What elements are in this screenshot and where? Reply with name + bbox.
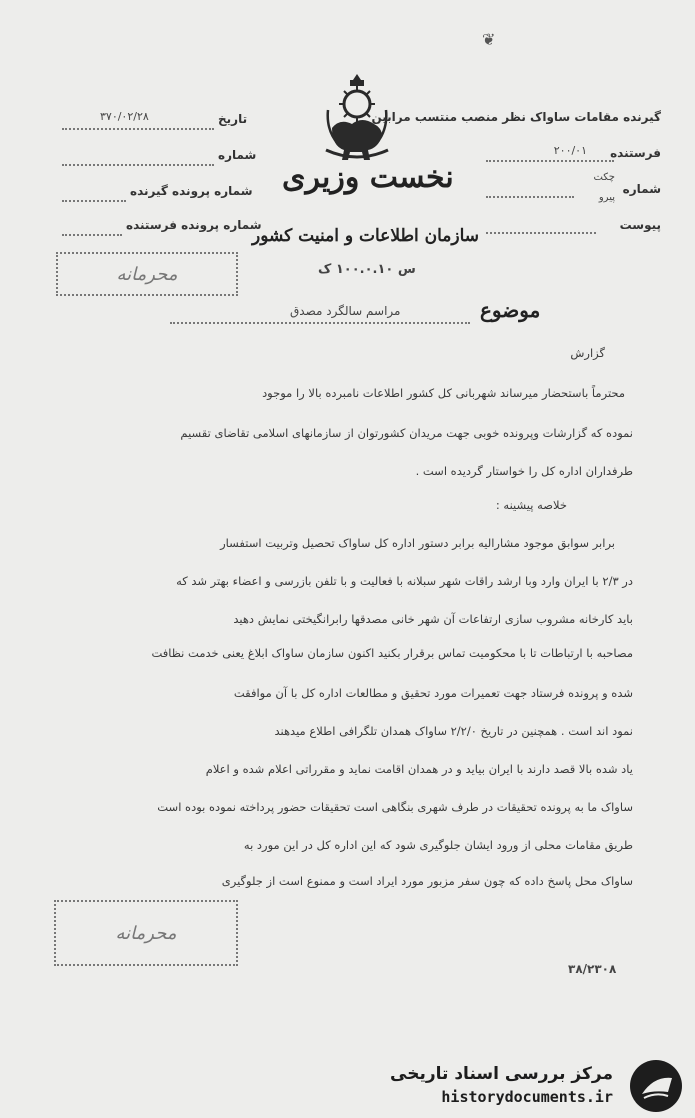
sender-file-label: شماره پرونده فرستنده (126, 218, 262, 232)
title-org: سازمان اطلاعات و امنیت کشور (252, 226, 480, 246)
number-right-label: شماره (622, 182, 661, 196)
top-mark: ❦ (482, 30, 496, 49)
body-line: نمود اند است . همچنین در تاریخ ۲/۲/۰ ساواک همدان تلگرافی اطلاع میدهند (274, 724, 633, 738)
subject-dots (170, 322, 470, 324)
date-label: تاریخ (218, 112, 248, 126)
confidential-stamp-top: محرمانه (56, 252, 238, 296)
number-right-dots (486, 196, 574, 198)
body-line: باید کارخانه مشروب سازی ارتفاعات آن شهر خانی مصدقها رابرانگیختی نمایش دهید (233, 612, 633, 626)
subject-label: موضوع (480, 298, 541, 322)
sender-file-dots (62, 234, 122, 236)
sender-label: فرستنده (610, 146, 661, 160)
body-line: ساواک ما به پرونده تحقیقات در طرف شهری بنگاهی است تحقیقات حضور پرداخته نموده بوده است (157, 800, 633, 814)
book-logo-icon (628, 1058, 684, 1114)
body-line: خلاصه پیشینه : (495, 498, 567, 512)
body-line: نموده که گزارشات وپرونده خوبی جهت مریدان کشورتوان از سازمانهای اسلامی تقاضای تقسیم (180, 426, 633, 440)
body-line: مصاحبه با ارتباطات تا با محکومیت تماس برقرار بکنید اکنون سازمان ساواک ابلاغ یعنی خدمت نظافت (151, 646, 633, 660)
site-url[interactable]: historydocuments.ir (441, 1088, 613, 1106)
subject-text: مراسم سالگرد مصدق (290, 304, 401, 318)
date-dots (62, 128, 214, 130)
attachment-label: پیوست (619, 218, 661, 232)
number-label: شماره (218, 148, 257, 162)
reference-number: ۳۸/۲۳۰۸ (568, 962, 617, 976)
body-line: شده و پرونده فرستاد جهت تعمیرات مورد تحقیق و مطالعات اداره کل با آن موافقت (233, 686, 633, 700)
body-line: محترماً باستحضار میرساند شهربانی کل کشور اطلاعات نامبرده بالا را موجود (262, 386, 625, 400)
recipient-file-label: شماره پرونده گیرنده (130, 184, 253, 198)
body-line: در ۲/۳ با ایران وارد وبا ارشد راقات شهر سبلانه با فعالیت و با تلفن بازرسی و اعضاء بهتر شد که (176, 574, 633, 588)
body-line: طریق مقامات محلی از ورود ایشان جلوگیری شود که این اداره کل در این مورد به (243, 838, 633, 852)
body-line: برابر سوابق موجود مشارالیه برابر دستور اداره کل ساواک تحصیل وتربیت استفسار (220, 536, 615, 550)
sender-dots (486, 160, 614, 162)
body-line: ساواک محل پاسخ داده که چون سفر مزبور مورد ایراد است و ممنوع است از جلوگیری (221, 874, 633, 888)
number-dots (62, 164, 214, 166)
confidential-stamp-bottom: محرمانه (54, 900, 238, 966)
number-right-value: چکت (593, 172, 615, 183)
number-right-sub: پیرو (598, 192, 615, 203)
recipient-file-dots (62, 200, 126, 202)
date-value: ۳۷۰/۰۲/۲۸ (100, 110, 149, 123)
body-line: طرفداران اداره کل را خواستار گردیده است . (415, 464, 633, 478)
site-name-fa: مرکز بررسی اسناد تاریخی (390, 1064, 613, 1084)
body-line: یاد شده بالا قصد دارند با ایران بیاید و در همدان اقامت نماید و مقرراتی اعلام شده و اعلام (205, 762, 633, 776)
attachment-dots (486, 232, 596, 234)
sender-value: ۲۰۰/۰۱ (553, 144, 587, 157)
recipient-line: گیرنده مقامات ساواک نظر منصب منتسب مرابین (371, 110, 661, 124)
title-main: نخست وزیری (282, 160, 454, 195)
salutation: گزارش (570, 346, 605, 360)
title-code: س ۱۰۰.۰.۱۰ ک (318, 262, 416, 277)
